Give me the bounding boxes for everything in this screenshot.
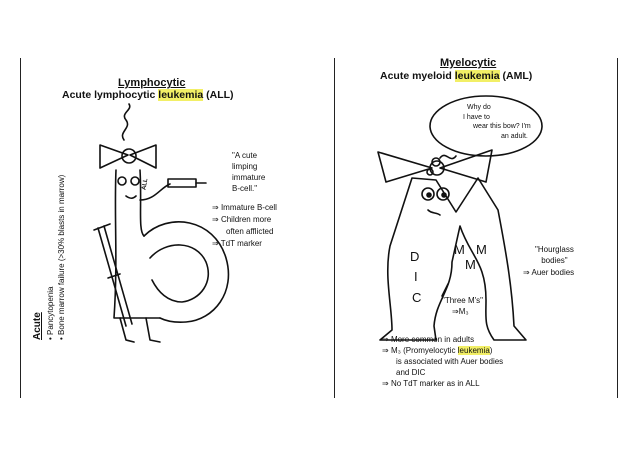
cigarette-label: ALL [141,178,150,191]
hourglass-label: "Hourglass bodies" [535,245,574,265]
letter-d: D [410,249,420,264]
quote-line: "A cute [232,151,258,160]
myelocytic-heading: Myelocytic [440,57,497,69]
marrow-failure-bullet: • Bone marrow failure (>30% blasts in marrow) [57,174,66,340]
all-title-pre: Acute lymphocytic [62,89,159,101]
quote-line: limping [232,162,258,171]
thought-bubble-text: Why do I have to wear this bow? I'm an adult. [463,104,531,140]
letter-m-2: M [476,242,487,257]
aml-title-post: (AML) [499,70,533,82]
all-note: often afflicted [226,227,274,236]
quote-line: immature [232,173,266,182]
letter-i: I [414,269,418,284]
aml-title [380,70,532,82]
letter-m-3: M [465,257,476,272]
all-note: ⇒ Immature B-cell [212,203,277,212]
all-arrow-notes [212,202,277,250]
acute-side-heading: Acute [32,312,43,340]
aml-title-pre: Acute myeloid [380,70,455,82]
cute-quote [232,150,265,194]
lymphocytic-heading: Lymphocytic [118,77,186,89]
all-note: ⇒ Children more [212,215,272,224]
aml-note: ⇒ No TdT marker as in ALL [382,379,480,388]
all-title [62,89,234,101]
letter-c: C [412,290,422,305]
all-title-highlight: leukemia [158,89,204,101]
quote-line: B-cell." [232,184,258,193]
all-title-post: (ALL) [203,89,234,101]
auer-bodies-label: ⇒ Auer bodies [523,268,575,277]
pancytopenia-bullet: • Pancytopenia [46,286,55,340]
b-cell-character [94,104,228,342]
letter-m-1: M [454,242,465,257]
three-ms-label: "Three M's" [442,296,483,305]
aml-notes [382,334,503,389]
aml-note: is associated with Auer bodies [396,357,504,366]
aml-note: ⇒ More common in adults [382,335,475,344]
aml-note: ⇒ M₃ (Promyelocytic leukemia) [382,346,493,355]
aml-note: and DIC [396,368,426,377]
aml-title-highlight: leukemia [454,70,500,82]
m3-label: ⇒M₃ [452,307,469,316]
all-note: ⇒ TdT marker [212,239,262,248]
